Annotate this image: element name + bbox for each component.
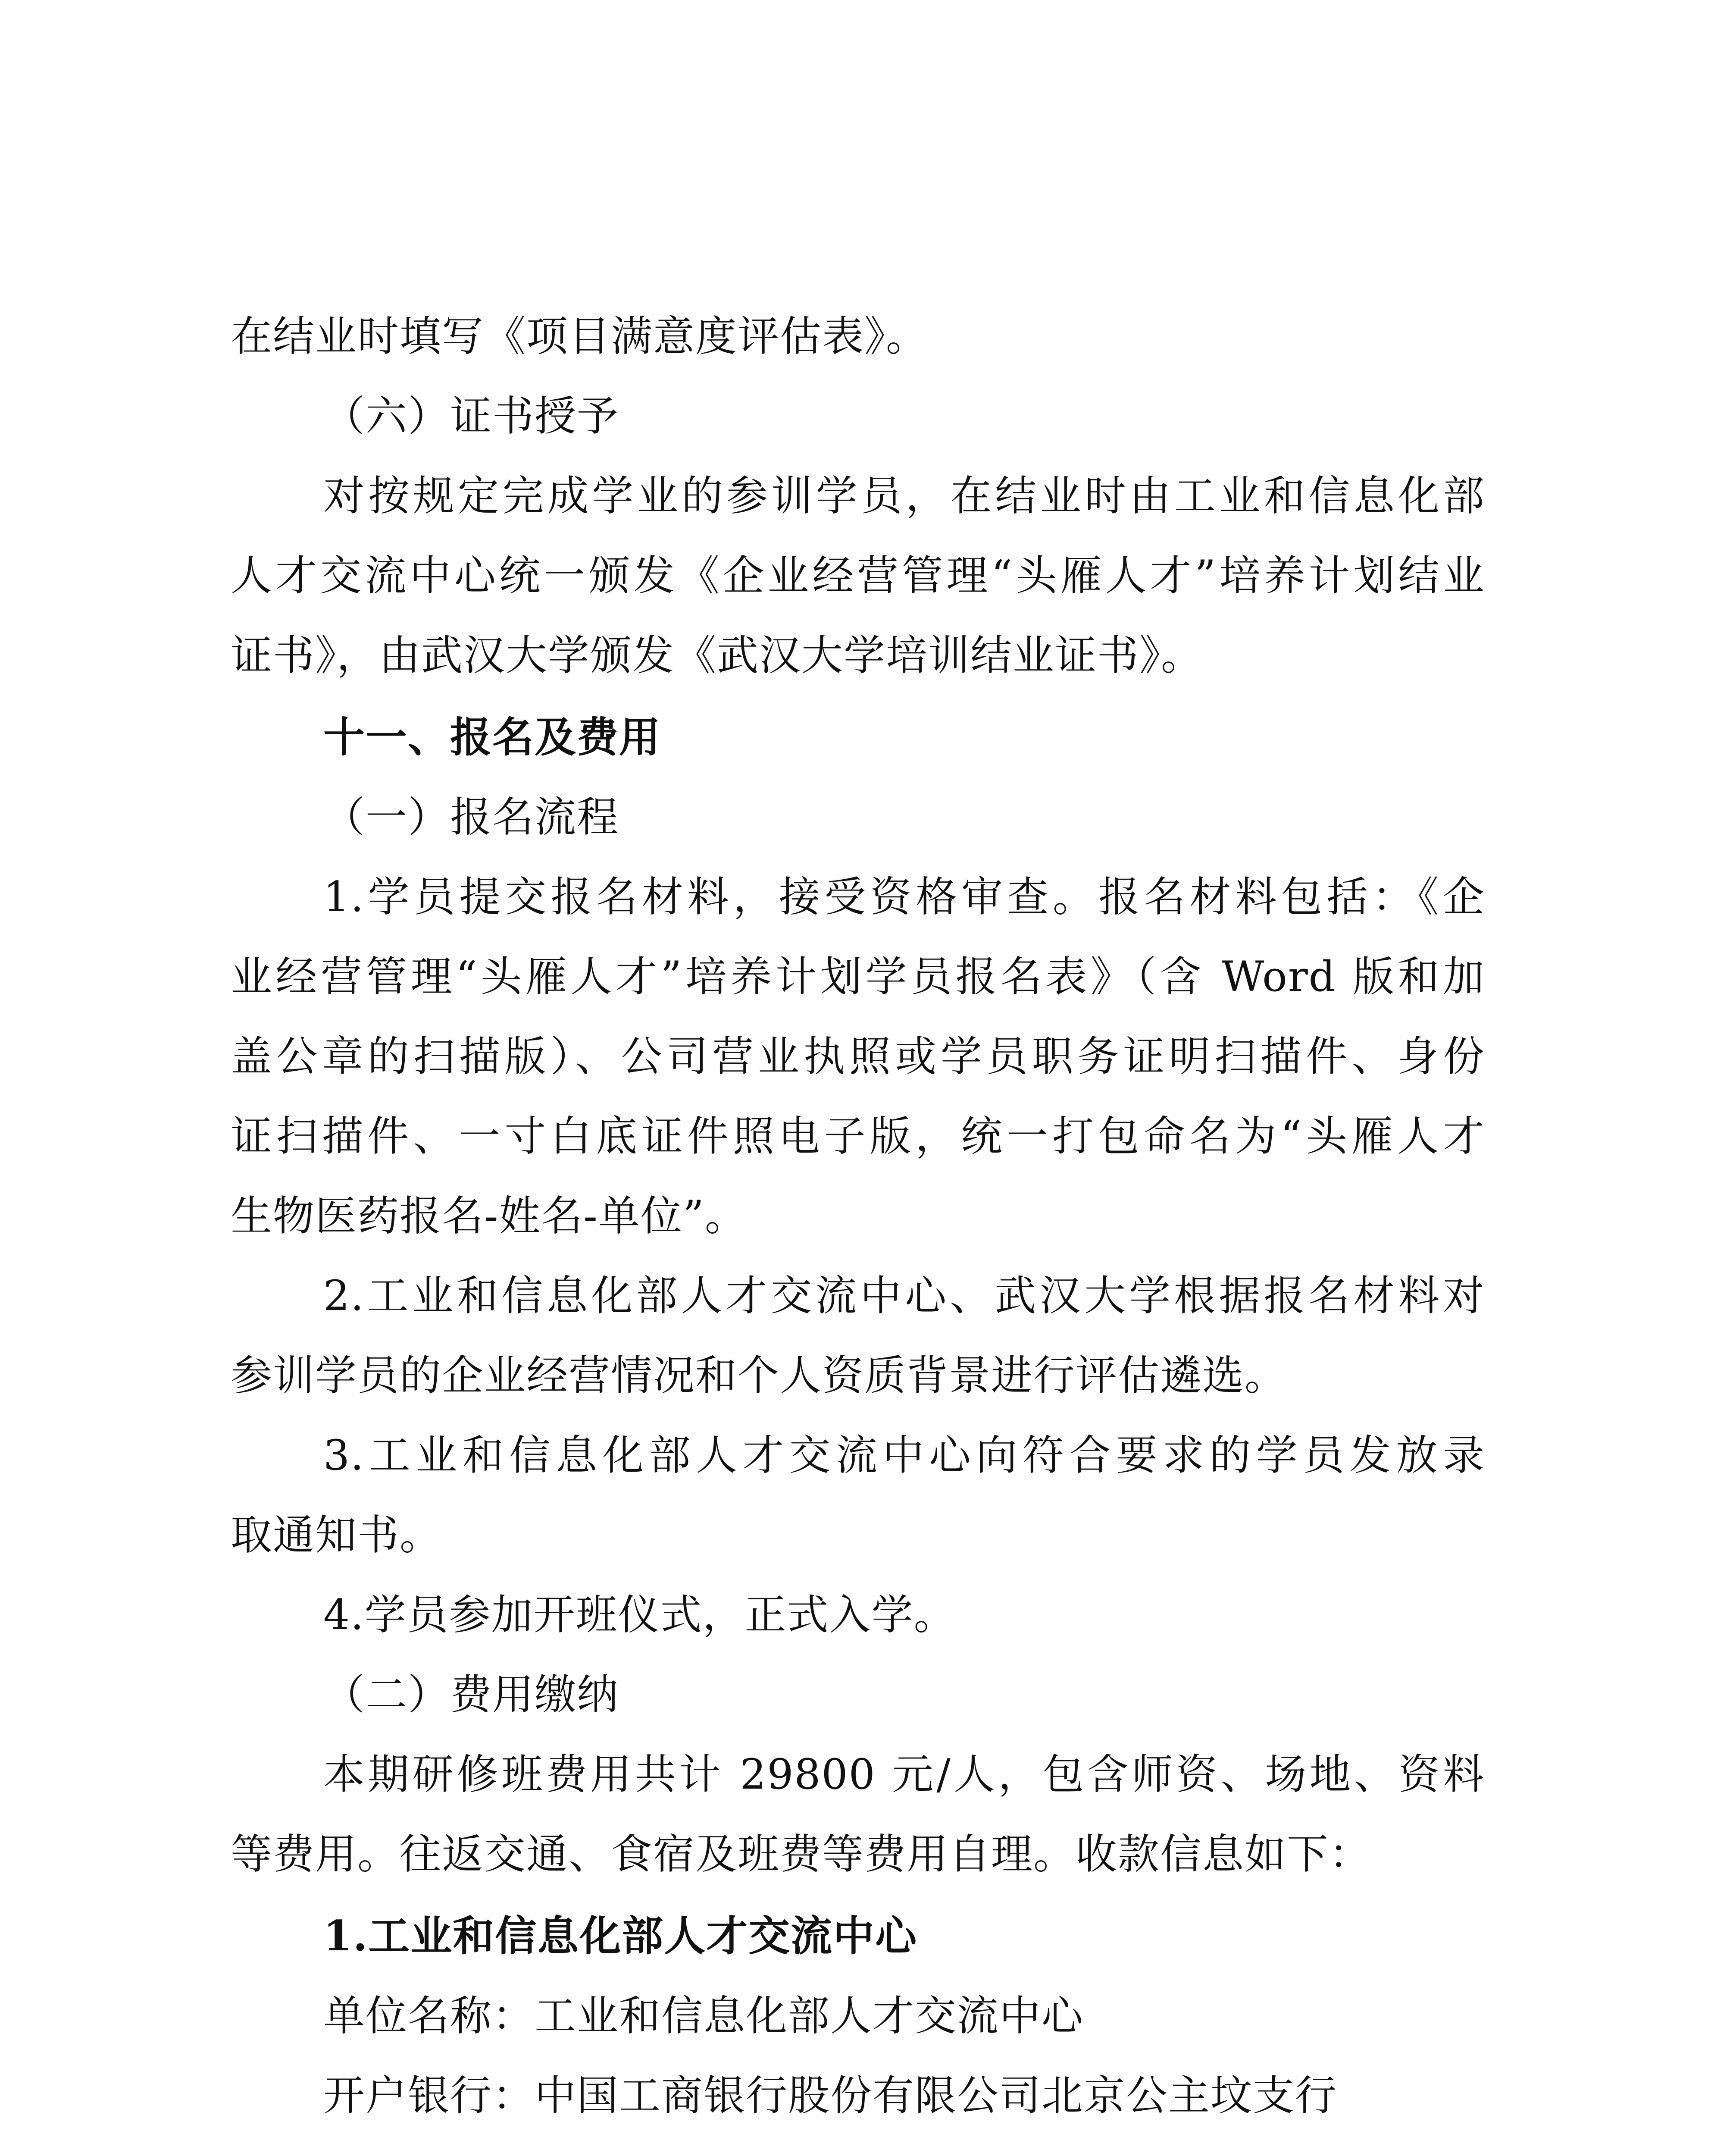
paragraph-line-continuation: 在结业时填写《项目满意度评估表》。	[231, 312, 928, 360]
list-item-line: 4.学员参加开班仪式，正式入学。	[323, 1591, 956, 1639]
subsection-heading-fee-payment: （二）费用缴纳	[323, 1670, 619, 1719]
subsection-heading-registration-process: （一）报名流程	[323, 793, 619, 841]
section-heading-registration-fees: 十一、报名及费用	[323, 713, 661, 761]
list-item-line: 参训学员的企业经营情况和个人资质背景进行评估遴选。	[231, 1351, 1287, 1400]
payee-unit-name: 单位名称：工业和信息化部人才交流中心	[323, 1992, 1084, 2040]
paragraph-line: 证书》，由武汉大学颁发《武汉大学培训结业证书》。	[231, 631, 1203, 680]
list-item-line: 证扫描件、一寸白底证件照电子版，统一打包命名为“头雁人才	[231, 1112, 1485, 1160]
list-item-line: 3.工业和信息化部人才交流中心向符合要求的学员发放录	[323, 1431, 1485, 1479]
list-item-line: 2.工业和信息化部人才交流中心、武汉大学根据报名材料对	[323, 1272, 1485, 1320]
list-item-line: 业经营管理“头雁人才”培养计划学员报名表》（含 Word 版和加	[231, 953, 1485, 1001]
list-item-line: 生物医药报名-姓名-单位”。	[231, 1192, 747, 1240]
subsection-heading-certificate: （六）证书授予	[323, 392, 619, 440]
paragraph-line: 人才交流中心统一颁发《企业经营管理“头雁人才”培养计划结业	[231, 552, 1485, 600]
payee-bank: 开户银行：中国工商银行股份有限公司北京公主坟支行	[323, 2071, 1337, 2120]
list-item-line: 取通知书。	[231, 1511, 442, 1559]
list-item-line: 盖公章的扫描版）、公司营业执照或学员职务证明扫描件、身份	[231, 1032, 1485, 1081]
list-item-line: 1.学员提交报名材料，接受资格审查。报名材料包括：《企	[323, 873, 1485, 921]
paragraph-line: 对按规定完成学业的参训学员，在结业时由工业和信息化部	[323, 472, 1485, 520]
payee-heading: 1.工业和信息化部人才交流中心	[323, 1912, 918, 1960]
paragraph-line: 本期研修班费用共计 29800 元/人，包含师资、场地、资料	[323, 1750, 1485, 1799]
paragraph-line: 等费用。往返交通、食宿及班费等费用自理。收款信息如下：	[231, 1830, 1371, 1878]
